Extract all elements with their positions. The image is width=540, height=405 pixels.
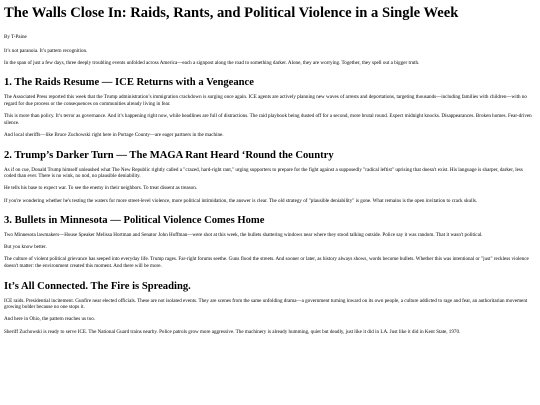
section-heading: 3. Bullets in Minnesota — Political Violence Comes Home xyxy=(4,215,265,227)
section-connected xyxy=(4,280,535,336)
article-title: The Walls Close In: Raids, Rants, and Political Violence in a Single Week xyxy=(4,5,459,21)
paragraph: The Associated Press reported this week that the Trump administration’s immigration crackdown is surging once again. ICE agents are actively planning new waves of arrests and deportations, targeting thousands—including families with children—with no regard for due process or the consequences on communities already living in fear. xyxy=(4,94,527,107)
paragraph: He tells his base to expect war. To see the enemy in their neighbors. To treat dissent as treason. xyxy=(4,185,198,192)
paragraph: But you know better. xyxy=(4,244,47,251)
section-minnesota xyxy=(4,214,535,270)
paragraph: The culture of violent political grievance has seeped into everyday life. Trump rages. Far-right forums seethe. Guns flood the streets. And sooner or later, as history always shows, words become bullets. Whether this was intentional or "just" reckless violence doesn't matter: the environment created this moment. And there will be more. xyxy=(4,256,529,270)
byline: By T-Paine xyxy=(4,34,27,40)
section-raids xyxy=(4,76,535,138)
paragraph: If you're wondering whether he's testing the waters for more street-level violence, more political intimidation, the answer is clear. The old strategy of "plausible deniability" is gone. What remains is the open invitation to crack skulls. xyxy=(4,197,478,204)
paragraph: And here in Ohio, the pattern reaches us too. xyxy=(4,316,96,323)
paragraph: As if on cue, Donald Trump himself unleashed what The New Republic rightly called a "crazed, hard-right rant," urging supporters to prepare for the fight against a supposedly "radical leftist" uprising that doesn't exist. His language is sharper, darker, less coded than ever. There is no wink, no nod, no plausible deniability. xyxy=(4,166,523,180)
paragraph: Two Minnesota lawmakers—House Speaker Melissa Hortman and Senator John Hoffman—were shot at this week, the bullets shattering windows near where they stood talking outside. Police say it was random. That it wasn't political. xyxy=(4,232,483,239)
section-heading: 2. Trump’s Darker Turn — The MAGA Rant Heard ‘Round the Country xyxy=(4,149,334,161)
paragraph: ICE raids. Presidential incitement. Gunfire near elected officials. These are not isolated events. They are scenes from the same unfolding drama—a government turning inward on its own people, a culture addicted to rage and fear, an authoritarian movement growing bolder because no one stops it. xyxy=(4,297,528,311)
intro-paragraph: It’s not paranoia. It’s pattern recognition. xyxy=(4,47,88,54)
intro-paragraph: In the span of just a few days, three deeply troubling events unfolded across America—each a signpost along the road to something darker. Alone, they are worrying. Together, they spell out a bigger truth. xyxy=(4,59,420,66)
paragraph: And local sheriffs—like Bruce Zuchowski right here in Portage County—are eager partners in the machine. xyxy=(4,131,224,138)
section-heading: 1. The Raids Resume — ICE Returns with a Vengeance xyxy=(4,77,254,89)
section-rant xyxy=(4,149,535,205)
section-heading: It’s All Connected. The Fire is Spreading. xyxy=(4,280,191,292)
paragraph: Sheriff Zuchowski is ready to serve ICE. The National Guard trains nearby. Police patrols grow more aggressive. The machinery is already humming, quiet but deadly, just like it did in LA. Just like it did in Kent State, 1970. xyxy=(4,328,461,335)
paragraph: This is more than policy. It’s terror as governance. And it’s happening right now, while headlines are full of distractions. The raid playbook being dusted off for a second, more brutal round. Expect midnight knocks. Disappearances. Broken homes. Fear-driven silence. xyxy=(4,113,532,126)
